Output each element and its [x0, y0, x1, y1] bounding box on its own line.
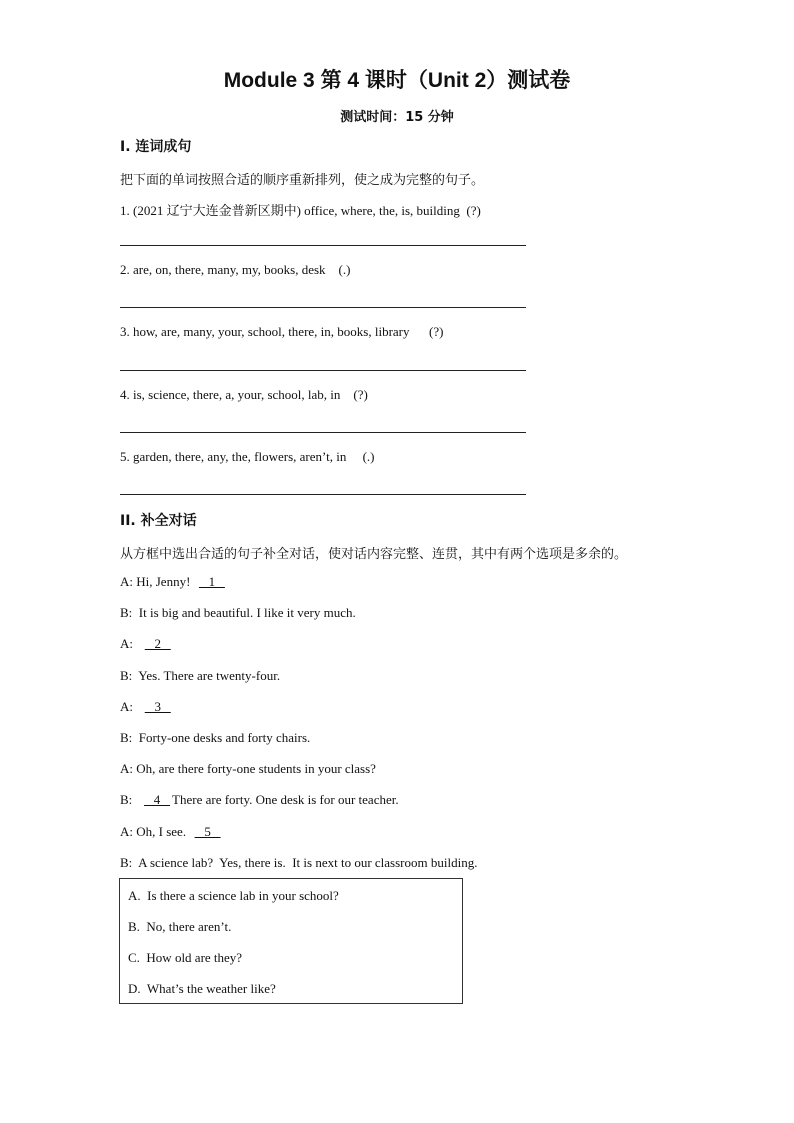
test-time: 测试时间：15 分钟: [340, 110, 454, 125]
section1-instruction: 把下面的单词按照合适的顺序重新排列，使之成为完整的句子。: [120, 173, 485, 188]
dialogue-line: A: 3: [120, 699, 171, 714]
option-c: C. How old are they?: [128, 950, 243, 965]
section1-heading: I. 连词成句: [120, 139, 192, 155]
question-5: 5. garden, there, any, the, flowers, aren’t, in (.): [120, 449, 375, 464]
answer-line-5[interactable]: [120, 494, 526, 495]
blank-4[interactable]: 4: [144, 792, 171, 807]
answer-line-1[interactable]: [120, 245, 526, 246]
option-b: B. No, there aren’t.: [128, 919, 232, 934]
option-d: D. What’s the weather like?: [128, 981, 276, 996]
options-box: [119, 878, 463, 1004]
section2-instruction: 从方框中选出合适的句子补全对话，使对话内容完整、连贯，其中有两个选项是多余的。: [120, 547, 628, 562]
dialogue-line: B: Yes. There are twenty-four.: [120, 668, 281, 683]
blank-5[interactable]: 5: [194, 824, 221, 839]
question-2: 2. are, on, there, many, my, books, desk (.): [120, 262, 351, 277]
section2-heading: II. 补全对话: [120, 513, 197, 529]
question-4: 4. is, science, there, a, your, school, lab, in (?): [120, 387, 368, 402]
dialogue-line: B: A science lab? Yes, there is. It is next to our classroom building.: [120, 855, 478, 870]
answer-line-4[interactable]: [120, 432, 526, 433]
question-3: 3. how, are, many, your, school, there, in, books, library (?): [120, 324, 444, 339]
dialogue-line: A: Hi, Jenny! 1: [120, 574, 225, 589]
blank-3[interactable]: 3: [144, 699, 171, 714]
blank-1[interactable]: 1: [198, 574, 225, 589]
dialogue-line: B: It is big and beautiful. I like it very much.: [120, 605, 356, 620]
answer-line-2[interactable]: [120, 307, 526, 308]
dialogue-line: A: Oh, are there forty-one students in your class?: [120, 761, 376, 776]
dialogue-line: B: Forty-one desks and forty chairs.: [120, 730, 311, 745]
option-a: A. Is there a science lab in your school?: [128, 888, 339, 903]
answer-line-3[interactable]: [120, 370, 526, 371]
question-1: 1. (2021 辽宁大连金普新区期中) office, where, the, is, building (?): [120, 203, 481, 218]
dialogue-line: A: 2: [120, 636, 171, 651]
dialogue-line: A: Oh, I see. 5: [120, 824, 221, 839]
dialogue-line: B: 4 There are forty. One desk is for our teacher.: [120, 792, 399, 807]
page-title: Module 3 第 4 课时（Unit 2）测试卷: [223, 69, 571, 92]
blank-2[interactable]: 2: [144, 636, 171, 651]
